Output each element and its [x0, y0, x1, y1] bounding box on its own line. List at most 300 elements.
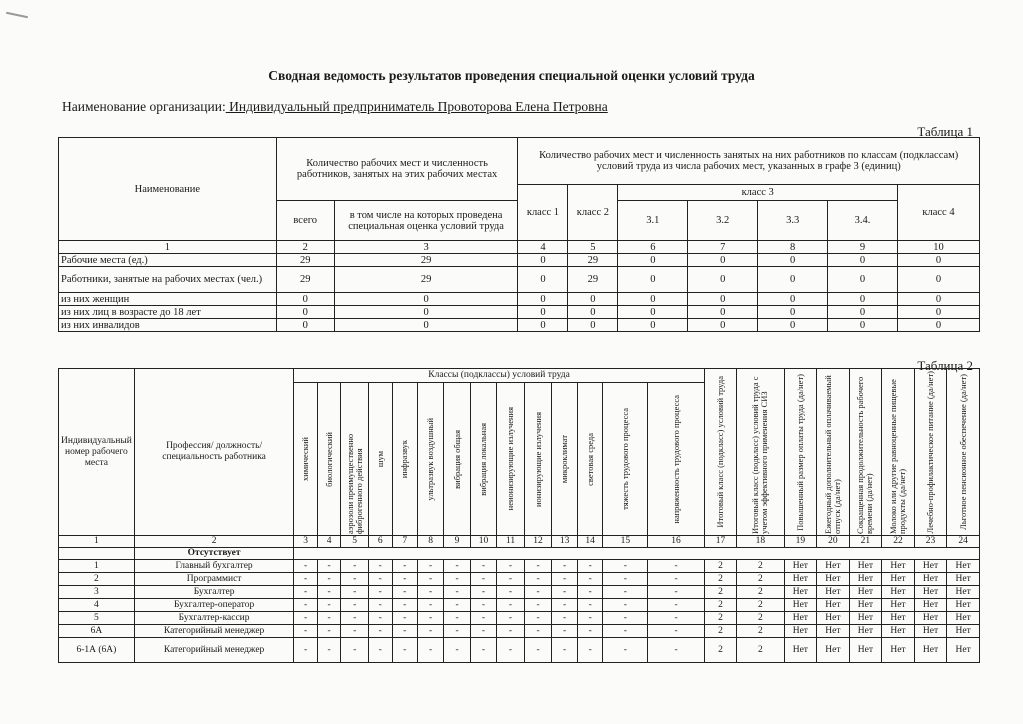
- t2-header-extra: [737, 369, 784, 536]
- t2-cell-benefit: Нет: [784, 573, 817, 586]
- t2-factor-label: ионизирующие излучения: [532, 411, 543, 507]
- t2-cell-factor: -: [417, 612, 443, 625]
- t2-colnum: 2: [134, 536, 294, 548]
- organization-line: [62, 99, 608, 115]
- t2-cell-factor: -: [392, 560, 417, 573]
- t2-colnum: 3: [294, 536, 318, 548]
- t2-cell-benefit: Нет: [914, 560, 947, 573]
- t2-colnum: 4: [317, 536, 341, 548]
- t1-row-label: из них лиц в возрасте до 18 лет: [59, 306, 277, 319]
- t1-colnum: 7: [688, 241, 758, 254]
- t2-cell-factor: -: [497, 612, 525, 625]
- t2-cell-factor: -: [470, 586, 497, 599]
- t2-cell-factor: -: [317, 573, 341, 586]
- t2-cell-final-class: 2: [704, 560, 737, 573]
- t2-cell-id: 3: [59, 586, 135, 599]
- t2-cell-benefit: Нет: [817, 625, 850, 638]
- t2-cell-factor: -: [577, 638, 603, 663]
- t2-cell-factor: -: [341, 638, 369, 663]
- t2-cell-factor: -: [648, 638, 704, 663]
- t2-cell-factor: -: [417, 599, 443, 612]
- t1-row: [59, 306, 980, 319]
- t2-factor-label: тяжесть трудового процесса: [619, 408, 630, 510]
- t1-cell: 29: [276, 254, 334, 267]
- t2-cell-factor: -: [392, 612, 417, 625]
- t1-cell: 0: [898, 319, 980, 332]
- t1-cell: 0: [688, 306, 758, 319]
- t2-cell-benefit: Нет: [914, 599, 947, 612]
- t1-cell: 0: [568, 319, 618, 332]
- t1-cell: 0: [688, 254, 758, 267]
- t2-cell-factor: -: [552, 612, 578, 625]
- t1-cell: 0: [568, 306, 618, 319]
- t2-colnum: 24: [947, 536, 980, 548]
- t2-cell-factor: -: [417, 586, 443, 599]
- t2-colnum: 19: [784, 536, 817, 548]
- t1-header-name: Наименование: [59, 138, 277, 241]
- t2-colnum: 8: [417, 536, 443, 548]
- t2-extra-label: Ежегодный дополнительный оплачиваемый отпуск (да/нет): [822, 375, 842, 534]
- t2-cell-id: 2: [59, 573, 135, 586]
- t1-colnum: 3: [334, 241, 518, 254]
- t2-extra-label: Итоговый класс (подкласс) условий труда: [715, 376, 726, 528]
- t2-colnum: 14: [577, 536, 603, 548]
- t2-cell-benefit: Нет: [849, 625, 882, 638]
- t2-cell-factor: -: [470, 560, 497, 573]
- t1-row-label: из них инвалидов: [59, 319, 277, 332]
- t2-cell-profession: Категорийный менеджер: [134, 638, 294, 663]
- t2-cell-benefit: Нет: [849, 560, 882, 573]
- t2-cell-factor: -: [470, 625, 497, 638]
- t2-factor-label: биологический: [323, 431, 334, 487]
- t2-factor-header: [524, 383, 552, 536]
- t2-cell-factor: -: [444, 612, 470, 625]
- t2-factor-label: микроклимат: [559, 434, 570, 484]
- t2-cell-factor: -: [603, 625, 648, 638]
- t2-cell-benefit: Нет: [817, 612, 850, 625]
- t2-cell-benefit: Нет: [882, 599, 915, 612]
- t1-header-total: всего: [276, 201, 334, 241]
- t2-factor-header: [648, 383, 704, 536]
- t2-cell-factor: -: [417, 625, 443, 638]
- t2-factor-label: шум: [374, 450, 385, 468]
- t2-cell-factor: -: [294, 573, 318, 586]
- t2-cell-final-class-siz: 2: [737, 612, 784, 625]
- t2-colnum: 21: [849, 536, 882, 548]
- t2-cell-factor: -: [294, 638, 318, 663]
- t1-colnum: 10: [898, 241, 980, 254]
- t2-cell-factor: -: [369, 599, 393, 612]
- t2-factor-header: [341, 383, 369, 536]
- t1-row-label: Рабочие места (ед.): [59, 254, 277, 267]
- t1-row: [59, 254, 980, 267]
- t2-cell-benefit: Нет: [784, 599, 817, 612]
- t2-column-numbers: [59, 536, 980, 548]
- t2-factor-header: [577, 383, 603, 536]
- t2-factor-label: световая среда: [584, 432, 595, 486]
- t1-cell: 0: [276, 293, 334, 306]
- t1-colnum: 9: [828, 241, 898, 254]
- t2-cell-factor: -: [444, 599, 470, 612]
- t1-cell: 0: [828, 306, 898, 319]
- t1-cell: 0: [518, 267, 568, 293]
- t2-cell-factor: -: [577, 599, 603, 612]
- t2-cell-factor: -: [417, 573, 443, 586]
- t2-cell-factor: -: [317, 586, 341, 599]
- t2-cell-factor: -: [524, 573, 552, 586]
- t2-cell-profession: Главный бухгалтер: [134, 560, 294, 573]
- t2-extra-label: Сокращенная продолжительность рабочего времени (да/нет): [855, 376, 875, 534]
- t1-cell: 0: [688, 267, 758, 293]
- t2-cell-factor: -: [577, 625, 603, 638]
- t2-cell-factor: -: [552, 625, 578, 638]
- t2-cell-factor: -: [392, 573, 417, 586]
- t2-cell-benefit: Нет: [914, 586, 947, 599]
- t2-cell-benefit: Нет: [882, 560, 915, 573]
- t2-cell-factor: -: [577, 573, 603, 586]
- t2-cell-factor: -: [552, 599, 578, 612]
- t2-row: [59, 612, 980, 625]
- t2-cell-profession: Бухгалтер-кассир: [134, 612, 294, 625]
- t1-cell: 0: [518, 319, 568, 332]
- t2-cell-factor: -: [341, 560, 369, 573]
- t2-extra-label: Молоко или другие равноценные пищевые продукты (да/нет): [887, 379, 907, 534]
- t2-cell-final-class-siz: 2: [737, 638, 784, 663]
- t1-header-class3: класс 3: [618, 185, 898, 201]
- t2-cell-id: 1: [59, 560, 135, 573]
- t2-cell-factor: -: [648, 625, 704, 638]
- t2-cell-factor: -: [648, 612, 704, 625]
- t2-cell-final-class: 2: [704, 625, 737, 638]
- t2-cell-factor: -: [577, 586, 603, 599]
- t1-colnum: 1: [59, 241, 277, 254]
- t2-factor-header: [444, 383, 470, 536]
- t2-colnum: 15: [603, 536, 648, 548]
- t2-cell-factor: -: [317, 612, 341, 625]
- t2-cell-factor: -: [294, 612, 318, 625]
- t1-header-class3-4: 3.4.: [828, 201, 898, 241]
- t2-colnum: 16: [648, 536, 704, 548]
- t2-cell-benefit: Нет: [947, 625, 980, 638]
- t2-cell-factor: -: [648, 573, 704, 586]
- t2-cell-benefit: Нет: [849, 612, 882, 625]
- t2-factor-label: аэрозоли преимущественно фиброгенного действия: [344, 433, 364, 534]
- t2-cell-factor: -: [294, 625, 318, 638]
- t2-factor-label: ультразвук воздушный: [425, 417, 436, 501]
- t2-factor-header: [392, 383, 417, 536]
- t2-colnum: 11: [497, 536, 525, 548]
- t1-header-class2: класс 2: [568, 185, 618, 241]
- t1-cell: 0: [618, 267, 688, 293]
- t2-cell-benefit: Нет: [947, 586, 980, 599]
- t1-row-label: Работники, занятые на рабочих местах (чел.): [59, 267, 277, 293]
- t2-header-id: Индивидуальный номер рабочего места: [59, 369, 135, 536]
- t2-cell-final-class: 2: [704, 573, 737, 586]
- t2-cell-factor: -: [317, 625, 341, 638]
- t1-cell: 0: [276, 319, 334, 332]
- t1-colnum: 5: [568, 241, 618, 254]
- t2-cell-factor: -: [317, 560, 341, 573]
- t2-cell-factor: -: [444, 625, 470, 638]
- t2-cell-id: 6-1А (6А): [59, 638, 135, 663]
- t2-cell-benefit: Нет: [947, 638, 980, 663]
- t1-cell: 29: [276, 267, 334, 293]
- t2-factor-label: инфразвук: [399, 439, 410, 479]
- t1-cell: 0: [828, 319, 898, 332]
- t1-cell: 0: [828, 293, 898, 306]
- t2-row: [59, 560, 980, 573]
- t2-cell-benefit: Нет: [947, 599, 980, 612]
- t2-factor-label: вибрация общая: [451, 429, 462, 489]
- t1-header-class3-1: 3.1: [618, 201, 688, 241]
- t2-header-classes: Классы (подклассы) условий труда: [294, 369, 704, 383]
- t1-colnum: 2: [276, 241, 334, 254]
- t2-cell-factor: -: [603, 560, 648, 573]
- t2-cell-factor: -: [341, 599, 369, 612]
- t1-row: [59, 319, 980, 332]
- t2-factor-header: [317, 383, 341, 536]
- t2-cell-factor: -: [444, 638, 470, 663]
- t2-colnum: 9: [444, 536, 470, 548]
- t2-colnum: 17: [704, 536, 737, 548]
- t2-cell-factor: -: [603, 612, 648, 625]
- t2-cell-factor: -: [524, 638, 552, 663]
- t2-absent-label: Отсутствует: [134, 548, 294, 560]
- t2-factor-header: [369, 383, 393, 536]
- t1-cell: 29: [568, 254, 618, 267]
- t2-factor-header: [417, 383, 443, 536]
- t2-header-extra: [817, 369, 850, 536]
- t2-cell-final-class: 2: [704, 612, 737, 625]
- t2-cell-benefit: Нет: [914, 612, 947, 625]
- t2-cell-factor: -: [341, 573, 369, 586]
- t2-cell-factor: -: [294, 560, 318, 573]
- t2-cell-factor: -: [392, 586, 417, 599]
- t2-cell-profession: Бухгалтер: [134, 586, 294, 599]
- t2-cell-benefit: Нет: [784, 625, 817, 638]
- t2-colnum: 22: [882, 536, 915, 548]
- t2-cell-benefit: Нет: [947, 612, 980, 625]
- t2-cell-factor: -: [444, 586, 470, 599]
- t2-cell-factor: -: [603, 638, 648, 663]
- t2-cell-benefit: Нет: [882, 638, 915, 663]
- t2-cell-factor: -: [470, 612, 497, 625]
- workplaces-table: [58, 368, 980, 663]
- t2-cell-id: 6А: [59, 625, 135, 638]
- t2-cell-factor: -: [497, 625, 525, 638]
- t2-cell-factor: -: [552, 586, 578, 599]
- t2-colnum: 1: [59, 536, 135, 548]
- t1-cell: 0: [688, 319, 758, 332]
- t2-cell-id: 5: [59, 612, 135, 625]
- t2-cell-factor: -: [552, 573, 578, 586]
- t2-cell-final-class: 2: [704, 599, 737, 612]
- t2-cell-benefit: Нет: [882, 625, 915, 638]
- t2-cell-final-class: 2: [704, 586, 737, 599]
- t2-colnum: 10: [470, 536, 497, 548]
- t2-absent-fill: [294, 548, 980, 560]
- t2-cell-factor: -: [341, 625, 369, 638]
- t2-cell-benefit: Нет: [784, 638, 817, 663]
- t1-cell: 0: [758, 267, 828, 293]
- t2-cell-profession: Бухгалтер-оператор: [134, 599, 294, 612]
- t2-cell-factor: -: [497, 599, 525, 612]
- t1-cell: 0: [618, 254, 688, 267]
- t1-cell: 0: [898, 267, 980, 293]
- t2-cell-benefit: Нет: [784, 586, 817, 599]
- t1-cell: 0: [518, 254, 568, 267]
- t2-cell-factor: -: [497, 586, 525, 599]
- t2-header-extra: [849, 369, 882, 536]
- t2-header-extra: [784, 369, 817, 536]
- t2-cell-profession: Программист: [134, 573, 294, 586]
- t2-cell-id: 4: [59, 599, 135, 612]
- t1-colnum: 4: [518, 241, 568, 254]
- t2-cell-benefit: Нет: [914, 573, 947, 586]
- t2-cell-factor: -: [497, 573, 525, 586]
- t2-cell-benefit: Нет: [947, 560, 980, 573]
- t2-cell-benefit: Нет: [817, 599, 850, 612]
- t2-absent-id: [59, 548, 135, 560]
- t2-cell-factor: -: [444, 560, 470, 573]
- t2-extra-label: Итоговый класс (подкласс) условий труда с учетом эффективного применения СИЗ: [750, 376, 770, 534]
- t1-cell: 0: [334, 319, 518, 332]
- table2-caption: Таблица 2: [917, 358, 973, 373]
- t2-cell-factor: -: [497, 560, 525, 573]
- t2-cell-benefit: Нет: [817, 573, 850, 586]
- t2-cell-factor: -: [294, 599, 318, 612]
- t2-cell-factor: -: [603, 586, 648, 599]
- t2-colnum: 7: [392, 536, 417, 548]
- t2-cell-benefit: Нет: [882, 612, 915, 625]
- t2-cell-factor: -: [369, 586, 393, 599]
- t2-cell-factor: -: [417, 638, 443, 663]
- t1-row-label: из них женщин: [59, 293, 277, 306]
- t2-cell-benefit: Нет: [914, 638, 947, 663]
- t2-colnum: 20: [817, 536, 850, 548]
- t2-row: [59, 638, 980, 663]
- t2-cell-factor: -: [317, 599, 341, 612]
- t1-header-assessed: в том числе на которых проведена специальная оценка условий труда: [334, 201, 518, 241]
- t1-row: [59, 293, 980, 306]
- t1-cell: 0: [618, 293, 688, 306]
- t2-cell-benefit: Нет: [784, 612, 817, 625]
- t2-cell-benefit: Нет: [947, 573, 980, 586]
- t2-factor-header: [603, 383, 648, 536]
- t2-factor-label: неионизирующие излучения: [505, 407, 516, 511]
- t1-header-classes: Количество рабочих мест и численность занятых на них работников по классам (подклассам) условий труда из числа рабочих мест, указанных в графе 3 (единиц): [518, 138, 980, 185]
- t2-cell-factor: -: [497, 638, 525, 663]
- t2-header-extra: [914, 369, 947, 536]
- t1-cell: 0: [618, 306, 688, 319]
- t2-cell-factor: -: [524, 625, 552, 638]
- t2-factor-label: химический: [300, 437, 311, 481]
- t2-colnum: 12: [524, 536, 552, 548]
- t2-cell-benefit: Нет: [849, 638, 882, 663]
- t2-cell-factor: -: [603, 573, 648, 586]
- t2-cell-final-class: 2: [704, 638, 737, 663]
- t1-cell: 0: [898, 293, 980, 306]
- t2-cell-factor: -: [603, 599, 648, 612]
- t1-cell: 0: [334, 306, 518, 319]
- t2-cell-factor: -: [341, 586, 369, 599]
- t2-cell-factor: -: [369, 638, 393, 663]
- t2-cell-factor: -: [444, 573, 470, 586]
- t2-cell-factor: -: [552, 560, 578, 573]
- pen-mark: [6, 12, 28, 19]
- t2-colnum: 5: [341, 536, 369, 548]
- t2-factor-header: [294, 383, 318, 536]
- t2-cell-factor: -: [577, 560, 603, 573]
- t1-header-count: Количество рабочих мест и численность работников, занятых на этих рабочих местах: [276, 138, 518, 201]
- t2-cell-factor: -: [317, 638, 341, 663]
- t2-factor-label: вибрация локальная: [477, 422, 488, 496]
- t1-row: [59, 267, 980, 293]
- t2-colnum: 6: [369, 536, 393, 548]
- t2-cell-factor: -: [392, 599, 417, 612]
- t1-cell: 29: [334, 254, 518, 267]
- t2-factor-label: напряженность трудового процесса: [670, 394, 681, 524]
- t2-cell-final-class-siz: 2: [737, 599, 784, 612]
- t2-cell-factor: -: [524, 586, 552, 599]
- t2-cell-factor: -: [524, 599, 552, 612]
- t2-cell-factor: -: [648, 586, 704, 599]
- t1-colnum: 8: [758, 241, 828, 254]
- t2-cell-factor: -: [648, 599, 704, 612]
- t2-cell-final-class-siz: 2: [737, 573, 784, 586]
- t2-cell-factor: -: [392, 625, 417, 638]
- t2-cell-factor: -: [392, 638, 417, 663]
- t1-header-class1: класс 1: [518, 185, 568, 241]
- t2-cell-benefit: Нет: [849, 586, 882, 599]
- t2-cell-factor: -: [470, 638, 497, 663]
- t1-cell: 0: [758, 319, 828, 332]
- t2-row: [59, 599, 980, 612]
- t2-colnum: 23: [914, 536, 947, 548]
- t1-cell: 0: [898, 254, 980, 267]
- t2-cell-profession: Категорийный менеджер: [134, 625, 294, 638]
- t2-cell-factor: -: [470, 599, 497, 612]
- t2-cell-factor: -: [369, 560, 393, 573]
- t2-header-extra: [947, 369, 980, 536]
- t2-cell-benefit: Нет: [817, 638, 850, 663]
- t1-column-numbers: [59, 241, 980, 254]
- t2-cell-benefit: Нет: [914, 625, 947, 638]
- organization-name: Индивидуальный предприниматель Провоторова Елена Петровна: [225, 99, 608, 114]
- t2-cell-benefit: Нет: [849, 573, 882, 586]
- t2-extra-label: Лечебно-профилактическое питание (да/нет): [925, 370, 935, 534]
- t2-cell-factor: -: [341, 612, 369, 625]
- t2-cell-benefit: Нет: [817, 586, 850, 599]
- organization-label: Наименование организации:: [62, 99, 226, 114]
- t1-cell: 0: [828, 254, 898, 267]
- t2-extra-label: Повышенный размер оплаты труда (да/нет): [794, 373, 805, 531]
- t2-cell-benefit: Нет: [849, 599, 882, 612]
- t1-cell: 0: [568, 293, 618, 306]
- t2-row: [59, 625, 980, 638]
- t1-cell: 29: [334, 267, 518, 293]
- t1-cell: 0: [518, 293, 568, 306]
- t2-cell-benefit: Нет: [784, 560, 817, 573]
- t2-cell-benefit: Нет: [882, 573, 915, 586]
- t1-cell: 0: [758, 306, 828, 319]
- t2-colnum: 18: [737, 536, 784, 548]
- t2-cell-factor: -: [524, 560, 552, 573]
- document-title: Сводная ведомость результатов проведения специальной оценки условий труда: [268, 68, 755, 83]
- t2-cell-factor: -: [369, 612, 393, 625]
- t1-cell: 0: [618, 319, 688, 332]
- t1-cell: 0: [758, 293, 828, 306]
